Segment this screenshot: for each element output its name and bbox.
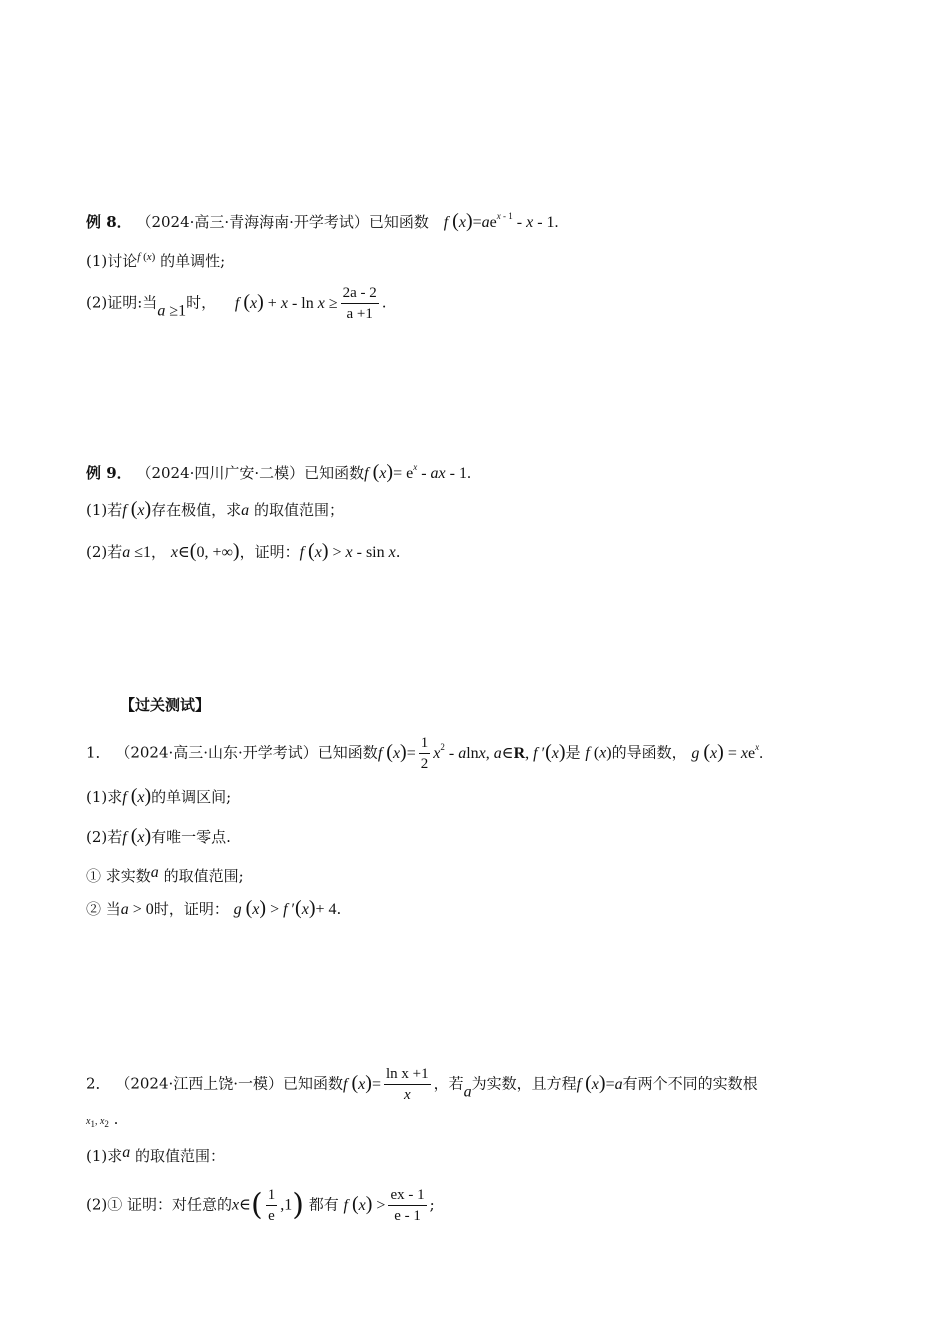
example-8-formula: f $(x)=ae^{x - 1} - x - 1$. — [443, 210, 559, 232]
problem-2-question-1: (1)求a 的取值范围： — [86, 1144, 226, 1165]
problem-1-question-1: (1)求f (x)的单调区间; — [86, 785, 232, 807]
example-9-formula: f $(x)= e^x$ - ax - 1. — [364, 461, 471, 483]
test-heading: 【过关测试】 — [120, 696, 211, 714]
example-8-question-2: (2)证明:当a ≥1时， f (x) + x - ln x ≥ $\frac{2a - 2}{a +1}$ . — [86, 285, 387, 322]
problem-1-sub-1: ① 求实数a 的取值范围; — [86, 864, 244, 885]
example-9-source: （2024·四川广安·二模）已知函数 — [136, 464, 365, 482]
example-8-title — [86, 205, 559, 234]
example-9-question-2: (2)若a ≤1， x∈(0, +∞)，证明：f (x) > x - sin x. — [86, 540, 401, 562]
problem-2-title: 2． （2024·江西上饶·一模）已知函数f (x)= $\frac{\text{ln x +1}}{x}$ ，若a为实数，且方程f (x)=a有两个不同的实数根 — [86, 1066, 758, 1103]
problem-1-title: 1． （2024·高三·山东·开学考试）已知函数f (x)= $\frac{1}{2}$ $x^2$ - alnx, a∈R, f ′(x)是 f (x)的导函数， g $(x) = xe^x$. — [86, 735, 764, 772]
example-8-fraction: $\frac{2a - 2}{a +1}$ — [342, 285, 377, 322]
problem-1-sub-2: ② 当a > 0时，证明： g (x) > f ′(x)+ 4. — [86, 897, 342, 919]
example-9-title — [86, 456, 471, 485]
example-9-question-1: (1)若f (x)存在极值，求a 的取值范围； — [86, 498, 344, 520]
example-8-label: 例 8． — [86, 213, 132, 231]
example-9-label: 例 9． — [86, 464, 132, 482]
problem-2-question-2: (2)① 证明：对任意的x∈( $\frac{1}{e}$ ,1) 都有 f (x) > $\frac{ex - 1}{e - 1}$ ; — [86, 1187, 435, 1224]
example-8-source: （2024·高三·青海海南·开学考试）已知函数 — [136, 213, 429, 231]
example-8-question-1: (1)讨论$^{f (x)}$ 的单调性; — [86, 251, 226, 270]
problem-1-question-2: (2)若f (x)有唯一零点. — [86, 825, 231, 847]
problem-2-roots: x1, x2 . — [86, 1110, 119, 1129]
